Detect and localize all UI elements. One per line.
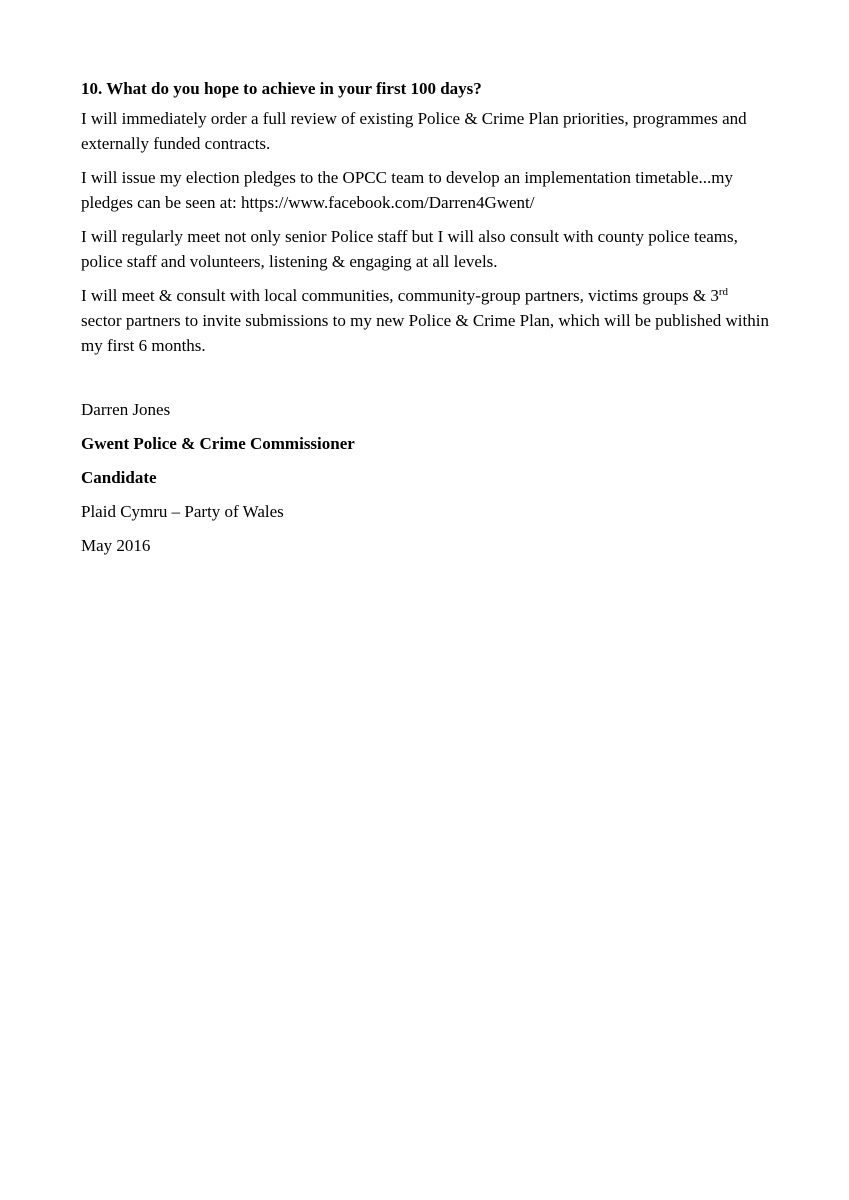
document-body	[81, 76, 771, 367]
signature-party: Plaid Cymru – Party of Wales	[81, 502, 284, 521]
ordinal-superscript: rd	[718, 286, 729, 298]
answer-paragraph-4-end: sector partners to invite submissions to my new Police & Crime Plan, which will be published within my first 6 months.	[81, 311, 769, 355]
answer-paragraph-4	[81, 283, 771, 358]
answer-paragraph-3: I will regularly meet not only senior Police staff but I will also consult with county police teams, police staff and volunteers, listening & engaging at all levels.	[81, 227, 738, 271]
answer-paragraph-1: I will immediately order a full review of existing Police & Crime Plan priorities, programmes and externally funded contracts.	[81, 109, 747, 153]
signature-date: May 2016	[81, 536, 151, 555]
signature-role: Gwent Police & Crime Commissioner	[81, 434, 355, 453]
question-heading: 10. What do you hope to achieve in your first 100 days?	[81, 79, 482, 98]
answer-paragraph-2: I will issue my election pledges to the OPCC team to develop an implementation timetable...my pledges can be seen at: https://www.facebook.com/Darren4Gwent/	[81, 168, 734, 212]
signature-name: Darren Jones	[81, 400, 171, 419]
signature-block	[81, 397, 681, 567]
answer-paragraph-4-start: I will meet & consult with local communities, community-group partners, victims groups & 3	[81, 286, 719, 305]
signature-status: Candidate	[81, 468, 157, 487]
